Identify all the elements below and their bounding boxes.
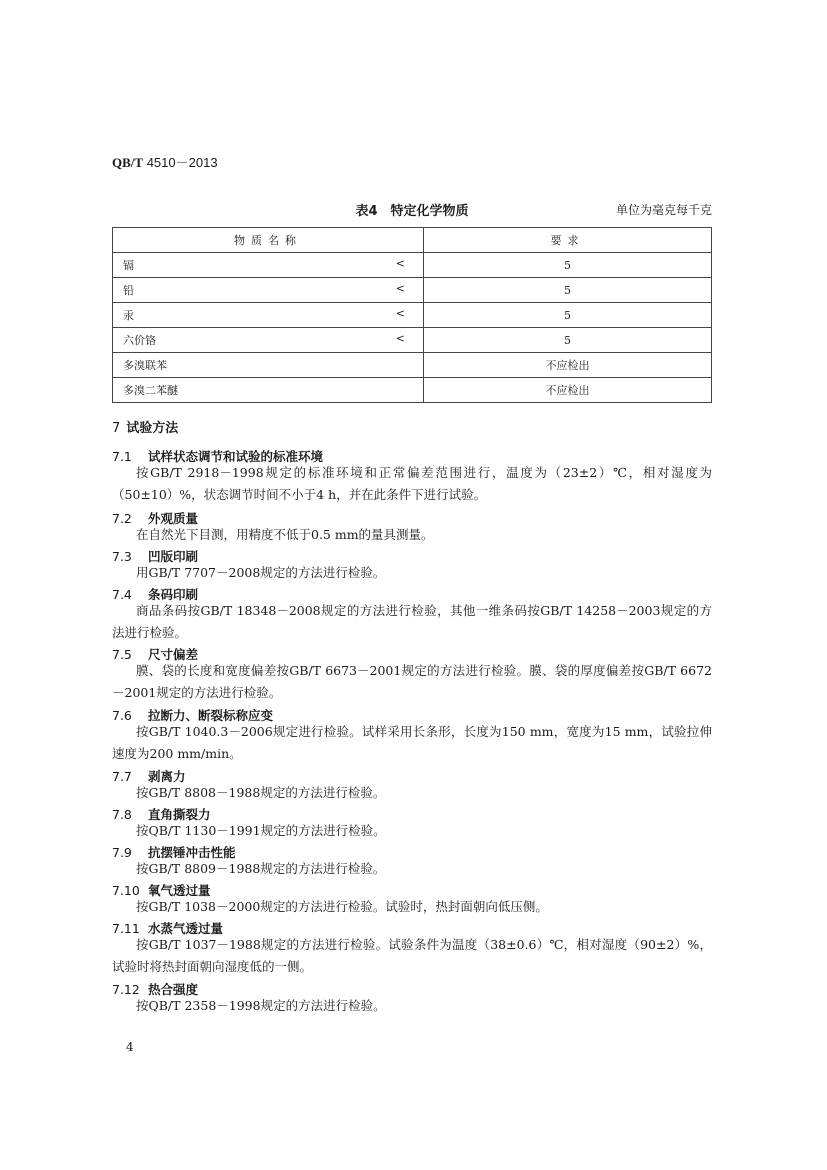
subsection-number: 7.2 — [112, 511, 132, 526]
substance-name: 多溴二苯醚 — [123, 384, 178, 397]
limit-operator: < — [395, 257, 405, 270]
subsection-title: 直角撕裂力 — [148, 807, 211, 822]
section-heading — [112, 417, 178, 436]
requirement-value: 不应检出 — [424, 353, 712, 378]
subsection-text: 商品条码按GB/T 18348－2008规定的方法进行检验，其他一维条码按GB/T 14258－2003规定的方法进行检验。 — [112, 603, 712, 640]
table-row — [113, 278, 712, 303]
subsection-number: 7.11 — [112, 921, 140, 936]
subsection-text: 按GB/T 8808－1988规定的方法进行检验。 — [136, 785, 386, 800]
subsection-text: 膜、袋的长度和宽度偏差按GB/T 6673－2001规定的方法进行检验。膜、袋的厚度偏差按GB/T 6672－2001规定的方法进行检验。 — [112, 663, 712, 700]
table-row — [113, 378, 712, 403]
table-caption: 表4 特定化学物质 — [355, 204, 469, 219]
subsection-title: 条码印刷 — [148, 587, 199, 602]
substance-cell — [113, 378, 424, 403]
subsection-text: 按GB/T 8809－1988规定的方法进行检验。 — [136, 861, 386, 876]
subsection-text: 在自然光下目测，用精度不低于0.5 mm的量具测量。 — [136, 527, 434, 542]
subsection-text: 按GB/T 1040.3－2006规定进行检验。试样采用长条形，长度为150 mm，宽度为15 mm，试验拉伸速度为200 mm/min。 — [112, 724, 712, 761]
standard-code — [112, 152, 218, 171]
subsection-number: 7.4 — [112, 587, 132, 602]
requirement-value: 5 — [424, 253, 712, 278]
subsection-number: 7.6 — [112, 708, 132, 723]
limit-operator: < — [395, 282, 405, 295]
page-number: 4 — [126, 1040, 134, 1054]
subsection-text: 按GB/T 2918－1998规定的标准环境和正常偏差范围进行，温度为（23±2）℃，相对湿度为（50±10）%，状态调节时间不小于4 h，并在此条件下进行试验。 — [112, 465, 712, 502]
column-header-substance: 物质名称 — [113, 228, 424, 253]
subsection-title: 热合强度 — [148, 982, 199, 997]
subsection-text: 按QB/T 1130－1991规定的方法进行检验。 — [136, 823, 386, 838]
subsection-number: 7.5 — [112, 647, 132, 662]
table-header-row — [113, 228, 712, 253]
table-row — [113, 353, 712, 378]
subsection-title: 抗摆锤冲击性能 — [148, 845, 236, 860]
table-unit: 单位为毫克每千克 — [615, 203, 712, 217]
requirement-value: 不应检出 — [424, 378, 712, 403]
subsection-number: 7.8 — [112, 807, 132, 822]
substance-name: 汞 — [123, 309, 134, 322]
subsection-title: 凹版印刷 — [148, 549, 199, 564]
subsection-number: 7.10 — [112, 883, 140, 898]
subsection-title: 外观质量 — [148, 511, 199, 526]
standard-number: 4510－2013 — [146, 155, 218, 170]
limit-operator: < — [395, 332, 405, 345]
table-row — [113, 303, 712, 328]
subsection-text: 按GB/T 1038－2000规定的方法进行检验。试验时，热封面朝向低压侧。 — [136, 899, 548, 914]
requirement-value: 5 — [424, 303, 712, 328]
section-number: 7 — [112, 421, 121, 436]
table-row — [113, 328, 712, 353]
substance-name: 多溴联苯 — [123, 359, 167, 372]
table-row — [113, 253, 712, 278]
subsection-title: 试样状态调节和试验的标准环境 — [148, 449, 324, 464]
substance-name: 镉 — [123, 259, 134, 272]
substance-cell — [113, 253, 424, 278]
column-header-requirement: 要求 — [424, 228, 712, 253]
substance-cell — [113, 303, 424, 328]
substance-cell — [113, 328, 424, 353]
substances-table — [112, 227, 712, 403]
substance-cell — [113, 353, 424, 378]
substance-name: 六价铬 — [123, 334, 156, 347]
subsection-number: 7.9 — [112, 845, 132, 860]
standard-prefix: QB/T — [112, 155, 144, 170]
subsection-title: 剥离力 — [148, 769, 186, 784]
subsection-title: 氧气透过量 — [148, 883, 211, 898]
subsection-text: 按QB/T 2358－1998规定的方法进行检验。 — [136, 998, 386, 1013]
subsection-text: 按GB/T 1037－1988规定的方法进行检验。试验条件为温度（38±0.6）℃，相对湿度（90±2）%，试验时将热封面朝向湿度低的一侧。 — [112, 937, 712, 974]
requirement-value: 5 — [424, 278, 712, 303]
subsection-number: 7.12 — [112, 982, 140, 997]
subsection-number: 7.7 — [112, 769, 132, 784]
subsection-title: 尺寸偏差 — [148, 647, 199, 662]
subsection-number: 7.1 — [112, 449, 132, 464]
substance-cell — [113, 278, 424, 303]
limit-operator: < — [395, 307, 405, 320]
subsection-number: 7.3 — [112, 549, 132, 564]
subsection-title: 拉断力、断裂标称应变 — [148, 708, 274, 723]
requirement-value: 5 — [424, 328, 712, 353]
subsection-text: 用GB/T 7707－2008规定的方法进行检验。 — [136, 565, 386, 580]
subsection-title: 水蒸气透过量 — [148, 921, 224, 936]
substance-name: 铅 — [123, 284, 134, 297]
section-title: 试验方法 — [126, 421, 179, 436]
